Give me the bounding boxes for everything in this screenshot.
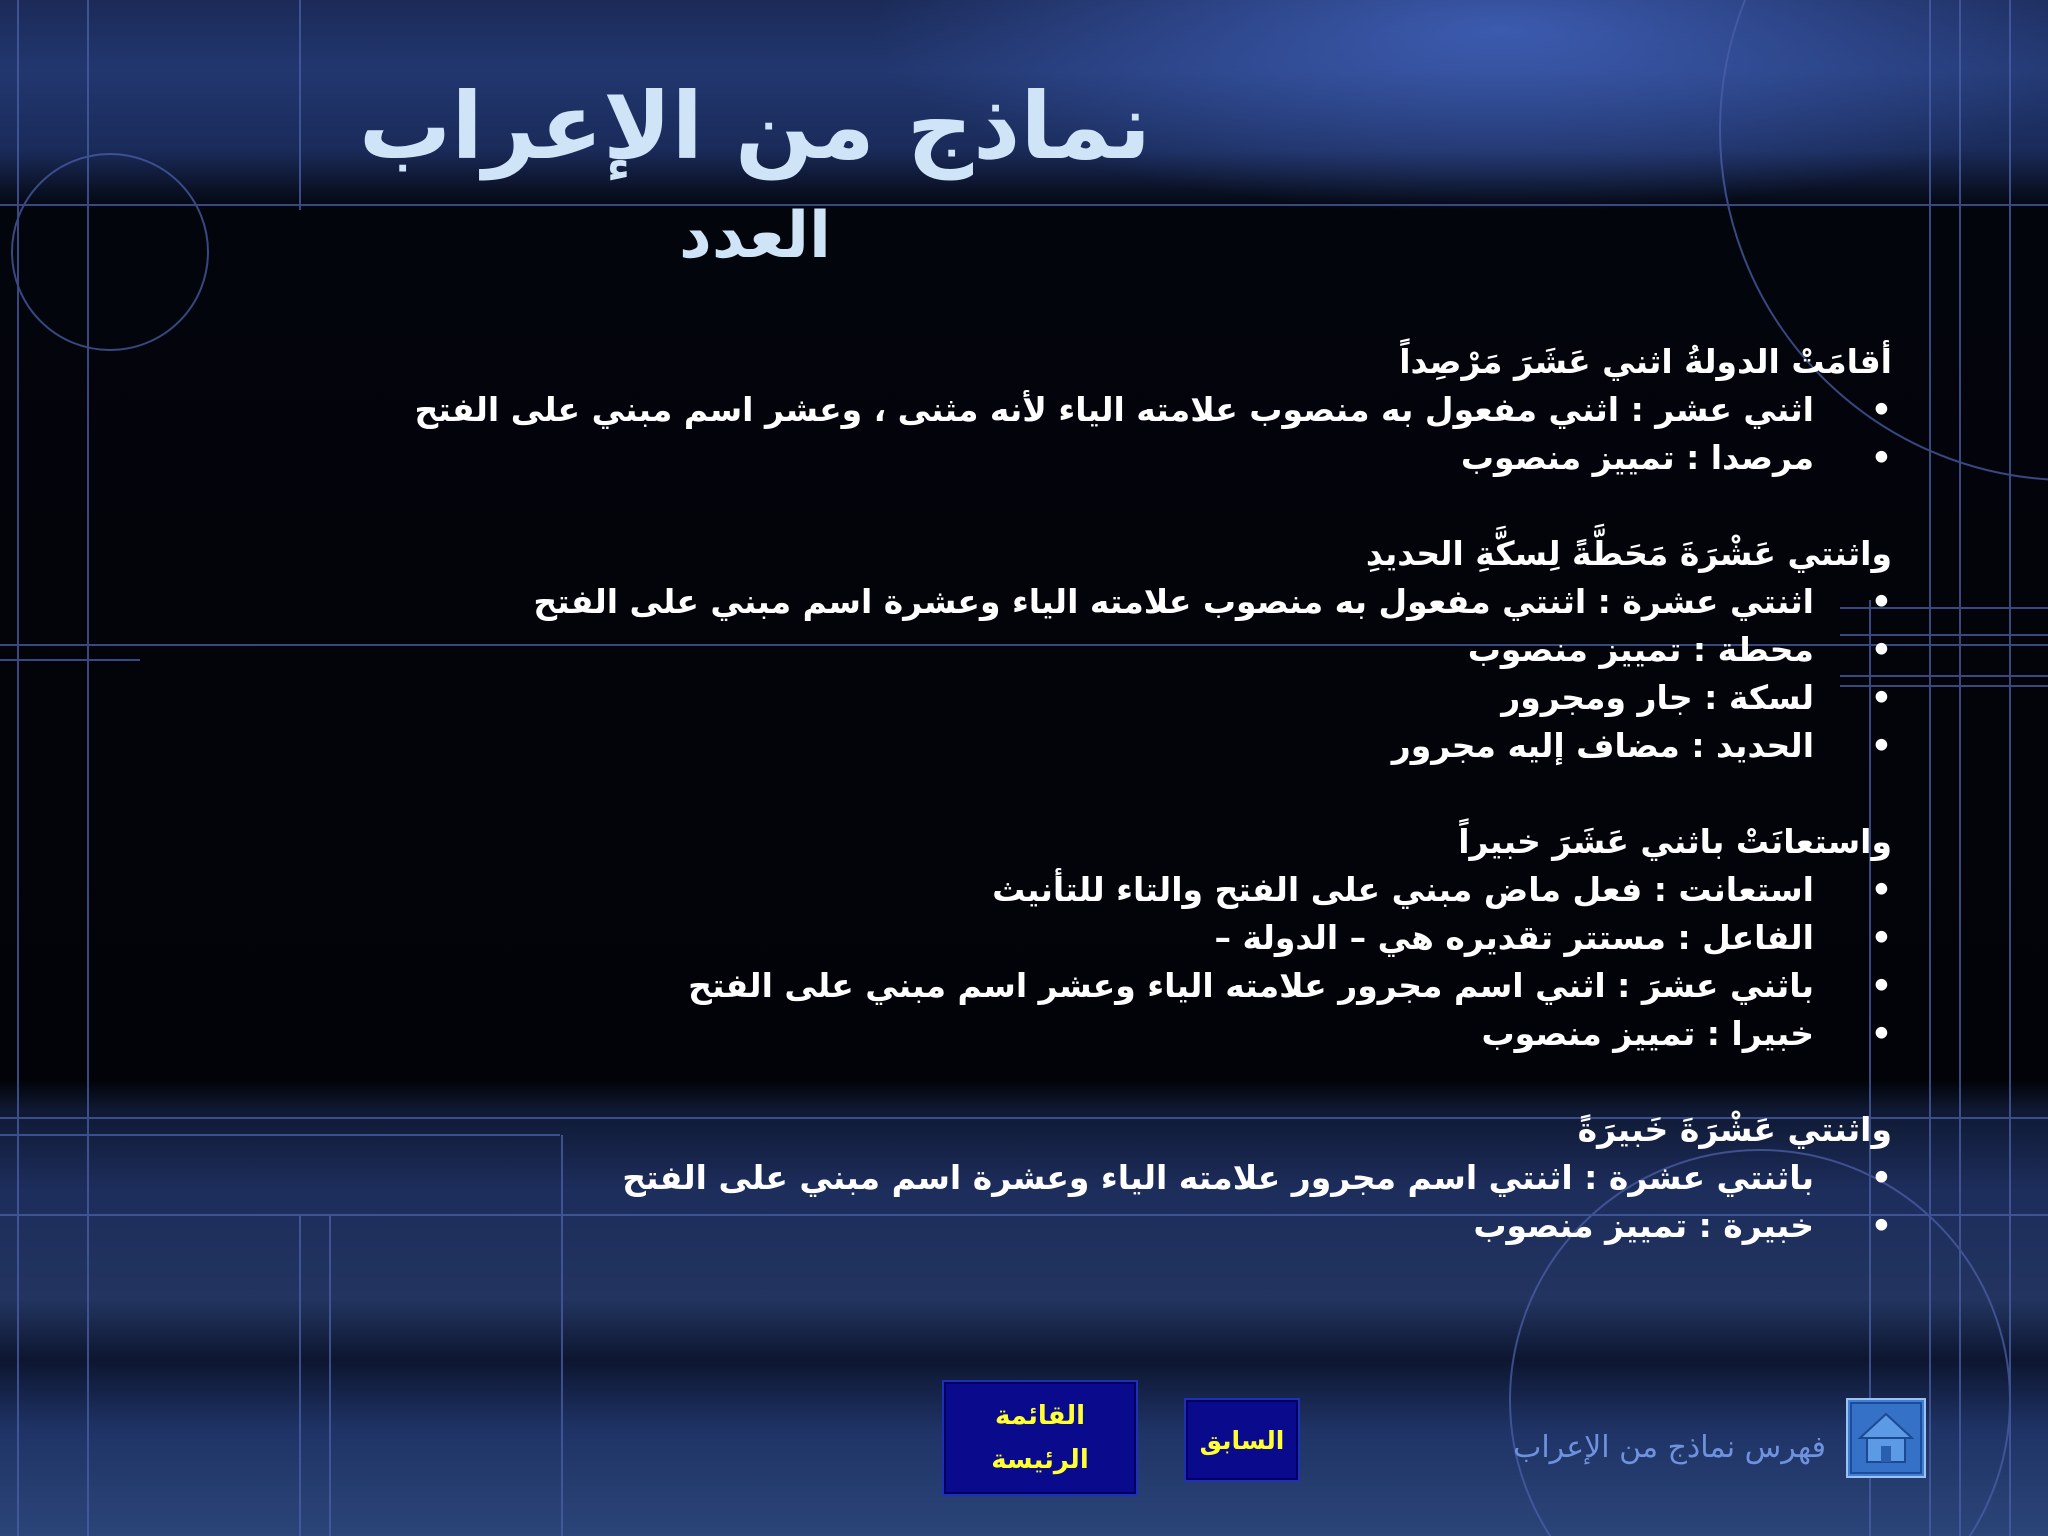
bullet-item <box>150 962 1892 1010</box>
bullet-text: استعانت : فعل ماض مبني على الفتح والتاء للتأنيث <box>992 870 1814 909</box>
bullet-marker: • <box>1870 582 1892 621</box>
example-block <box>150 818 1892 1058</box>
bullet-text: الفاعل : مستتر تقديره هي – الدولة – <box>1214 918 1814 957</box>
bullet-item <box>150 722 1892 770</box>
slide-content <box>150 338 1892 1298</box>
bullet-item <box>150 434 1892 482</box>
bullet-item <box>150 578 1892 626</box>
bullet-text: اثنتي عشرة : اثنتي مفعول به منصوب علامته الياء وعشرة اسم مبني على الفتح <box>533 582 1814 621</box>
main-menu-button[interactable] <box>942 1380 1138 1496</box>
bullet-text: الحديد : مضاف إليه مجرور <box>1391 726 1814 765</box>
main-menu-label-line2: الرئيسة <box>991 1445 1089 1475</box>
bullet-item <box>150 386 1892 434</box>
slide-subtitle: العدد <box>679 199 831 273</box>
bullet-marker: • <box>1870 630 1892 669</box>
example-block <box>150 530 1892 770</box>
bullet-item <box>150 674 1892 722</box>
bullet-marker: • <box>1870 1014 1892 1053</box>
bullet-text: محطة : تمييز منصوب <box>1467 630 1814 669</box>
bullet-marker: • <box>1870 1158 1892 1197</box>
bullet-marker: • <box>1870 390 1892 429</box>
bullet-text: مرصدا : تمييز منصوب <box>1460 438 1814 477</box>
bullet-text: خبيرة : تمييز منصوب <box>1473 1206 1814 1245</box>
bullet-text: باثني عشرَ : اثني اسم مجرور علامته الياء وعشر اسم مبني على الفتح <box>688 966 1814 1005</box>
bullet-marker: • <box>1870 870 1892 909</box>
example-block <box>150 338 1892 482</box>
bullet-item <box>150 1202 1892 1250</box>
bullet-item <box>150 1154 1892 1202</box>
example-block <box>150 1106 1892 1250</box>
bullet-marker: • <box>1870 1206 1892 1245</box>
bullet-text: اثني عشر : اثني مفعول به منصوب علامته الياء لأنه مثنى ، وعشر اسم مبني على الفتح <box>414 390 1814 429</box>
main-menu-label-line1: القائمة <box>994 1401 1086 1431</box>
home-button[interactable] <box>1846 1398 1926 1478</box>
example-sentence: أقامَتْ الدولةُ اثني عَشَرَ مَرْصِداً <box>1399 342 1892 381</box>
bullet-marker: • <box>1870 966 1892 1005</box>
slide-title: نماذج من الإعراب <box>358 73 1152 180</box>
example-sentence: واثنتي عَشْرَةَ مَحَطَّةً لِسكَّةِ الحديدِ <box>1365 534 1892 573</box>
previous-label: السابق <box>1199 1425 1285 1455</box>
bullet-text: خبيرا : تمييز منصوب <box>1481 1014 1814 1053</box>
bullet-item <box>150 866 1892 914</box>
example-sentence: واثنتي عَشْرَةَ خَبيرَةً <box>1577 1110 1892 1149</box>
bullet-item <box>150 914 1892 962</box>
index-link[interactable]: فهرس نماذج من الإعراب <box>1513 1430 1826 1465</box>
main-menu-label <box>991 1394 1088 1482</box>
bullet-marker: • <box>1870 678 1892 717</box>
previous-button[interactable] <box>1184 1398 1300 1482</box>
bullet-marker: • <box>1870 918 1892 957</box>
example-sentence: واستعانَتْ باثني عَشَرَ خبيراً <box>1458 822 1892 861</box>
bullet-text: لسكة : جار ومجرور <box>1501 678 1814 717</box>
bullet-text: باثنتي عشرة : اثنتي اسم مجرور علامته الياء وعشرة اسم مبني على الفتح <box>622 1158 1814 1197</box>
bullet-marker: • <box>1870 726 1892 765</box>
bullet-marker: • <box>1870 438 1892 477</box>
bullet-item <box>150 1010 1892 1058</box>
bullet-item <box>150 626 1892 674</box>
